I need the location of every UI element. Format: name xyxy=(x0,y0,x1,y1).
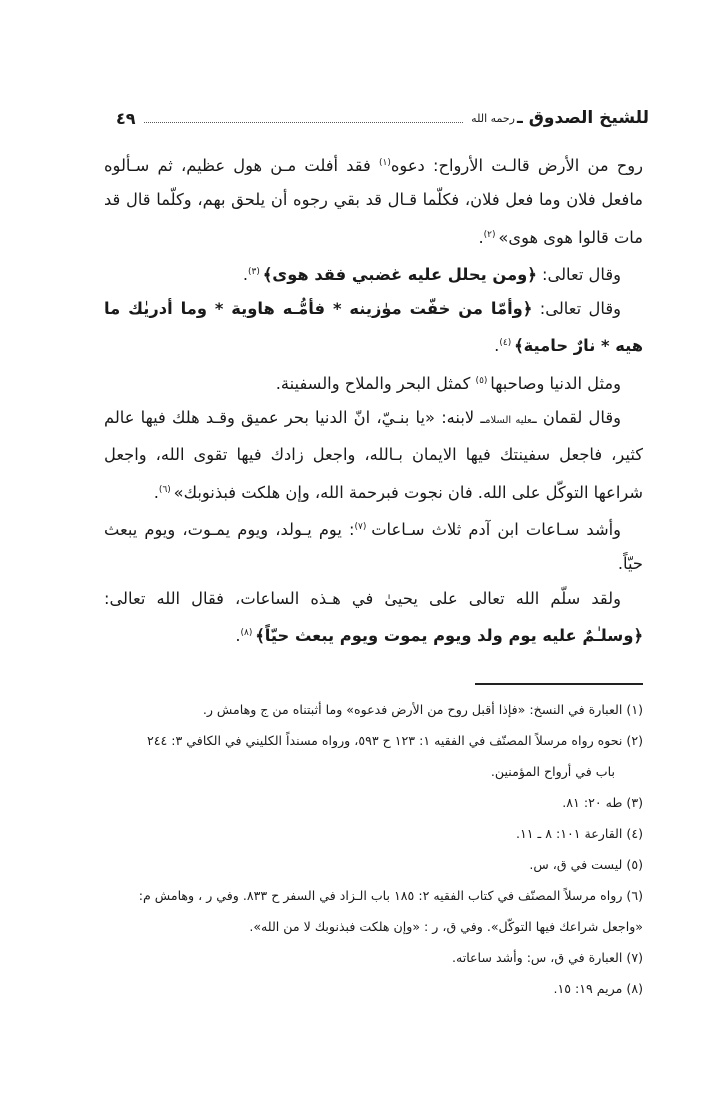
paragraph-text: ومثل الدنيا وصاحبها xyxy=(490,373,621,393)
running-header xyxy=(116,102,649,134)
quran-bracket-open: ﴿ xyxy=(522,299,533,319)
paragraph-text: ـ لابنه: «يا بنـيّ، انّ الدنيا بحر عميق وقـد هلك فيها عالم كثير، فاجعل سفينتك فيها الايمان بـالله، واجعل زادك فيها تقوى الله، واجعل شراعها التوكّل على الله. فان نجوت فبرحمة الله، وإن هلكت فبذنوبك» xyxy=(104,408,643,502)
quran-verse: وسلـٰمٌ عليه يوم ولد ويوم يموت ويوم يبعث حيّاً xyxy=(264,625,634,645)
footnote-separator xyxy=(475,683,643,685)
footnote-marker: (٦) xyxy=(158,484,174,495)
header-honorific: رحمه الله xyxy=(471,111,515,125)
footnotes xyxy=(104,694,643,1004)
header-dotted-leader xyxy=(144,122,464,123)
footnote-marker: (٥) xyxy=(475,375,491,386)
footnote-2: (٢) نحوه رواه مرسلاً المصنّف في الفقيه ١: ١٢٣ ح ٥٩٣، ورواه مسنداً الكليني في الكافي ٣: ٢٤٤ xyxy=(146,733,643,748)
quran-verse: ومن يحلل عليه غضبي فقد هوى xyxy=(272,264,528,284)
footnote-2-continued: باب في أرواح المؤمنين. xyxy=(490,764,615,779)
footnote-marker: (٨) xyxy=(240,627,256,638)
punctuation: . xyxy=(494,336,500,356)
footnote-marker: (٣) xyxy=(248,266,263,277)
paragraph-6 xyxy=(104,510,643,582)
paragraph-4 xyxy=(104,364,643,401)
paragraph-text: وقال لقمان ـ xyxy=(531,408,621,428)
punctuation: . xyxy=(153,482,159,502)
main-text xyxy=(104,146,643,653)
paragraph-2 xyxy=(104,255,643,292)
paragraph-text: روح من الأرض قالـت الأرواح: دعوه xyxy=(390,156,643,175)
paragraph-text: : يوم يـولد، ويوم يمـوت، ويوم يبعث حيّاً. xyxy=(104,519,643,574)
footnote-5: (٥) ليست في ق، س. xyxy=(529,857,643,872)
quran-bracket-close: ﴾ xyxy=(255,625,265,645)
paragraph-7 xyxy=(104,582,643,654)
footnote-marker: (٤) xyxy=(499,338,515,349)
footnote-marker: (١) xyxy=(379,158,391,168)
paragraph-text: وقال تعالى: xyxy=(532,299,621,319)
footnote-6-continued: «واجعل شراعك فيها التوكّل». وفي ق، ر : «وإن هلكت فبذنوبك لا من الله». xyxy=(249,919,643,934)
quran-bracket-open: ﴿ xyxy=(633,625,643,645)
footnote-3: (٣) طه ٢٠: ٨١. xyxy=(562,795,643,810)
footnote-7: (٧) العبارة في ق، س: وأشد ساعاته. xyxy=(451,950,643,965)
header-title: للشيخ الصدوق ـ xyxy=(516,108,649,128)
quran-verse: وأمّا من خفّت موٰزينه * فأمُّـه هاوية * وما أدريٰك ما هيه * نارٌ حامية xyxy=(104,299,643,356)
paragraph-text: وأشد سـاعات ابن آدم ثلاث سـاعات xyxy=(371,519,622,539)
punctuation: . xyxy=(235,625,241,645)
page-number: ٤٩ xyxy=(116,108,136,128)
paragraph-text: وقال تعالى: xyxy=(536,264,621,284)
footnote-marker: (٢) xyxy=(483,229,499,240)
paragraph-1 xyxy=(104,146,643,255)
footnote-marker: (٧) xyxy=(354,521,372,532)
paragraph-text: ولقد سلّم الله تعالى على يحيىٰ في هـذه الساعات، فقال الله تعالى: xyxy=(104,588,621,608)
footnote-6: (٦) رواه مرسلاً المصنّف في كتاب الفقيه ٢: ١٨٥ باب الـزاد في السفر ح ٨٣٣. وفي ر ، وهامش م: xyxy=(138,888,643,903)
honorific: عليه السلام xyxy=(485,415,532,427)
quran-bracket-close: ﴾ xyxy=(514,336,524,356)
quran-bracket-close: ﴾ xyxy=(262,264,273,284)
footnote-1: (١) العبارة في النسخ: «فإذا أقبل روح من الأرض فدعوه» وما أثبتناه من ج وهامش ر. xyxy=(202,702,643,717)
footnote-4: (٤) القارعة ١٠١: ٨ ـ ١١. xyxy=(515,826,643,841)
quran-bracket-open: ﴿ xyxy=(527,264,537,284)
paragraph-text: كمثل البحر والملاح والسفينة. xyxy=(275,373,476,393)
paragraph-3 xyxy=(104,292,643,364)
footnote-8: (٨) مريم ١٩: ١٥. xyxy=(553,981,643,996)
punctuation: . xyxy=(242,264,249,284)
punctuation: . xyxy=(478,227,484,247)
paragraph-5 xyxy=(104,401,643,510)
paragraph-text: فقد أفلت مـن هول عظيم، ثم سـألوه مافعل فلان وما فعل فلان، فكلّما قـال قد بقي رجوه أن يلحق بهم، وكلّما قال قد مات قالوا هوى هوى» xyxy=(104,156,643,247)
